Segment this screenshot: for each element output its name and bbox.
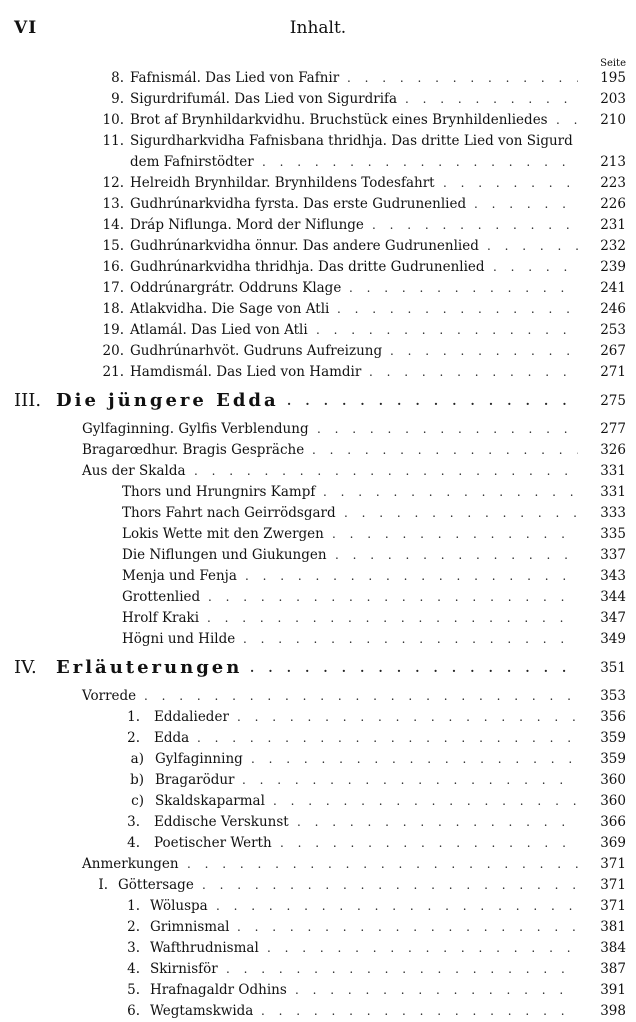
table-of-contents — [0, 68, 636, 1022]
page-ref: 195 — [600, 70, 626, 86]
dot-leader — [251, 749, 578, 770]
dot-leader — [194, 461, 578, 482]
entry-title: Grimnismal — [150, 919, 230, 935]
dot-leader — [349, 278, 578, 299]
dot-leader — [202, 875, 578, 896]
toc-entry[interactable] — [0, 875, 636, 896]
page-ref: 347 — [600, 610, 626, 626]
entry-title: Hamdismál. Das Lied von Hamdir — [130, 364, 362, 380]
page-ref: 337 — [600, 547, 626, 563]
entry-title: Bragarœdhur. Bragis Gespräche — [82, 442, 305, 458]
dot-leader — [197, 728, 578, 749]
page-ref: 371 — [600, 856, 626, 872]
entry-title: Edda — [154, 730, 190, 746]
entry-number: 2. — [127, 919, 140, 935]
page-ref: 271 — [600, 364, 626, 380]
entry-number: 18. — [102, 301, 124, 317]
entry-title: Wegtamskwida — [150, 1003, 254, 1019]
toc-entry[interactable] — [0, 728, 636, 749]
entry-title: Sigurdharkvidha Fafnisbana thridhja. Das dritte Lied von Sigurd — [130, 133, 573, 149]
dot-leader — [267, 938, 578, 959]
toc-entry[interactable] — [0, 1001, 636, 1022]
page-ref: 398 — [600, 1003, 626, 1019]
entry-number: 19. — [102, 322, 124, 338]
dot-leader — [280, 833, 578, 854]
entry-title: Die Niflungen und Giukungen — [122, 547, 327, 563]
toc-entry[interactable] — [0, 686, 636, 707]
dot-leader — [390, 341, 578, 362]
entry-number: 4. — [127, 961, 140, 977]
toc-entry[interactable] — [0, 770, 636, 791]
page-ref: 360 — [600, 772, 626, 788]
entry-title: Gudhrúnarkvidha thridhja. Das dritte Gudrunenlied — [130, 259, 485, 275]
toc-entry[interactable] — [0, 812, 636, 833]
section-heading[interactable] — [0, 650, 636, 686]
dot-leader — [262, 152, 578, 173]
entry-number: 1. — [127, 709, 140, 725]
page-ref: 267 — [600, 343, 626, 359]
dot-leader — [335, 545, 578, 566]
entry-number: 20. — [102, 343, 124, 359]
toc-entry[interactable] — [0, 587, 636, 608]
dot-leader — [242, 770, 578, 791]
page-ref: 371 — [600, 898, 626, 914]
entry-title: Helreidh Brynhildar. Brynhildens Todesfahrt — [130, 175, 435, 191]
entry-title: Hrolf Kraki — [122, 610, 200, 626]
toc-entry[interactable] — [0, 278, 636, 299]
toc-entry[interactable] — [0, 257, 636, 278]
dot-leader — [287, 383, 578, 419]
entry-number: I. — [98, 877, 108, 893]
entry-number: 3. — [127, 940, 140, 956]
page-ref: 253 — [600, 322, 626, 338]
page-ref: 231 — [600, 217, 626, 233]
entry-title: Vorrede — [82, 688, 137, 704]
toc-entry[interactable] — [0, 938, 636, 959]
entry-number: 15. — [102, 238, 124, 254]
page-ref: 223 — [600, 175, 626, 191]
toc-entry[interactable] — [0, 299, 636, 320]
dot-leader — [369, 362, 578, 383]
entry-title: Anmerkungen — [82, 856, 179, 872]
toc-entry[interactable] — [0, 194, 636, 215]
entry-title: Skaldskaparmal — [155, 793, 265, 809]
dot-leader — [243, 629, 578, 650]
entry-number: 21. — [102, 364, 124, 380]
toc-entry[interactable] — [0, 980, 636, 1001]
entry-number: 10. — [102, 112, 124, 128]
entry-number: 11. — [102, 133, 124, 149]
page-ref: 331 — [600, 484, 626, 500]
toc-entry[interactable] — [0, 440, 636, 461]
page-ref: 351 — [600, 660, 626, 676]
page-ref: 232 — [600, 238, 626, 254]
section-title: Erläuterungen — [56, 657, 243, 678]
dot-leader — [332, 524, 578, 545]
entry-number: 16. — [102, 259, 124, 275]
page-ref: 369 — [600, 835, 626, 851]
page-ref: 360 — [600, 793, 626, 809]
page-ref: 353 — [600, 688, 626, 704]
toc-entry[interactable] — [0, 110, 636, 131]
dot-leader — [474, 194, 578, 215]
toc-entry[interactable] — [0, 503, 636, 524]
entry-number: a) — [130, 751, 144, 767]
entry-title: Sigurdrifumál. Das Lied von Sigurdrifa — [130, 91, 398, 107]
entry-title: Atlamál. Das Lied von Atli — [130, 322, 308, 338]
toc-entry[interactable] — [0, 566, 636, 587]
entry-title: Lokis Wette mit den Zwergen — [122, 526, 324, 542]
page-ref: 241 — [600, 280, 626, 296]
toc-entry[interactable] — [0, 320, 636, 341]
entry-title: Thors und Hrungnirs Kampf — [122, 484, 316, 500]
dot-leader — [237, 917, 578, 938]
entry-number: 9. — [111, 91, 124, 107]
dot-leader — [261, 1001, 578, 1022]
dot-leader — [556, 110, 578, 131]
entry-number: 13. — [102, 196, 124, 212]
dot-leader — [337, 299, 578, 320]
entry-number: 17. — [102, 280, 124, 296]
page-ref: 275 — [600, 393, 626, 409]
dot-leader — [245, 566, 578, 587]
dot-leader — [226, 959, 578, 980]
page-ref: 371 — [600, 877, 626, 893]
toc-entry[interactable] — [0, 833, 636, 854]
toc-entry[interactable] — [0, 545, 636, 566]
entry-title: Högni und Hilde — [122, 631, 236, 647]
page-number: VI — [14, 18, 38, 38]
toc-entry[interactable] — [0, 173, 636, 194]
entry-title: Göttersage — [118, 877, 194, 893]
entry-title-continued: dem Fafnirstödter — [130, 154, 254, 170]
entry-title: Dráp Niflunga. Mord der Niflunge — [130, 217, 364, 233]
page-ref: 226 — [600, 196, 626, 212]
page-ref: 349 — [600, 631, 626, 647]
toc-entry[interactable] — [0, 419, 636, 440]
page-ref: 210 — [600, 112, 626, 128]
entry-title: Eddalieder — [154, 709, 229, 725]
dot-leader — [144, 686, 578, 707]
dot-leader — [216, 896, 578, 917]
entry-title: Gudhrúnarhvöt. Gudruns Aufreizung — [130, 343, 383, 359]
dot-leader — [405, 89, 578, 110]
toc-entry[interactable] — [0, 341, 636, 362]
dot-leader — [443, 173, 578, 194]
page-ref: 359 — [600, 751, 626, 767]
page-ref: 239 — [600, 259, 626, 275]
dot-leader — [317, 419, 578, 440]
section-heading[interactable] — [0, 383, 636, 419]
entry-title: Hrafnagaldr Odhins — [150, 982, 287, 998]
entry-number: b) — [130, 772, 144, 788]
entry-title: Gylfaginning — [155, 751, 243, 767]
dot-leader — [323, 482, 578, 503]
toc-entry[interactable] — [0, 749, 636, 770]
page-ref: 277 — [600, 421, 626, 437]
toc-entry[interactable] — [0, 215, 636, 236]
page-ref: 381 — [600, 919, 626, 935]
dot-leader — [487, 236, 578, 257]
toc-entry[interactable] — [0, 131, 636, 152]
dot-leader — [208, 587, 578, 608]
dot-leader — [207, 608, 578, 629]
toc-entry[interactable] — [0, 959, 636, 980]
toc-entry[interactable] — [0, 461, 636, 482]
entry-number: 14. — [102, 217, 124, 233]
page-ref: 333 — [600, 505, 626, 521]
page-ref: 391 — [600, 982, 626, 998]
entry-number: 4. — [127, 835, 140, 851]
entry-title: Menja und Fenja — [122, 568, 237, 584]
entry-number: 1. — [127, 898, 140, 914]
entry-title: Oddrúnargrátr. Oddruns Klage — [130, 280, 342, 296]
entry-title: Fafnismál. Das Lied von Fafnir — [130, 70, 340, 86]
dot-leader — [295, 980, 578, 1001]
entry-number: 6. — [127, 1003, 140, 1019]
entry-title: Brot af Brynhildarkvidhu. Bruchstück eines Brynhildenliedes — [130, 112, 548, 128]
section-title: Die jüngere Edda — [56, 390, 279, 411]
dot-leader — [187, 854, 578, 875]
dot-leader — [344, 503, 578, 524]
toc-entry[interactable] — [0, 524, 636, 545]
page-ref: 359 — [600, 730, 626, 746]
page-ref: 356 — [600, 709, 626, 725]
page-ref: 246 — [600, 301, 626, 317]
dot-leader — [297, 812, 578, 833]
entry-number: 3. — [127, 814, 140, 830]
toc-entry[interactable] — [0, 608, 636, 629]
entry-title: Skirnisför — [150, 961, 218, 977]
entry-title: Gudhrúnarkvidha fyrsta. Das erste Gudrunenlied — [130, 196, 467, 212]
page-ref: 343 — [600, 568, 626, 584]
seite-label: Seite — [600, 58, 626, 69]
entry-title: Wafthrudnismal — [150, 940, 259, 956]
toc-entry[interactable] — [0, 362, 636, 383]
entry-title: Eddische Verskunst — [154, 814, 289, 830]
entry-title: Gudhrúnarkvidha önnur. Das andere Gudrunenlied — [130, 238, 479, 254]
dot-leader — [250, 650, 578, 686]
dot-leader — [316, 320, 578, 341]
entry-title: Bragarödur — [155, 772, 235, 788]
entry-title: Wöluspa — [150, 898, 208, 914]
page-ref: 203 — [600, 91, 626, 107]
dot-leader — [237, 707, 578, 728]
page-ref: 326 — [600, 442, 626, 458]
page-ref: 213 — [600, 154, 626, 170]
dot-leader — [493, 257, 578, 278]
page-ref: 331 — [600, 463, 626, 479]
dot-leader — [273, 791, 578, 812]
entry-title: Thors Fahrt nach Geirrödsgard — [122, 505, 336, 521]
running-head: Inhalt. — [289, 18, 347, 38]
toc-entry[interactable] — [0, 236, 636, 257]
dot-leader — [312, 440, 578, 461]
toc-entry-continued — [0, 152, 636, 173]
toc-entry[interactable] — [0, 854, 636, 875]
entry-title: Grottenlied — [122, 589, 201, 605]
entry-number: 8. — [111, 70, 124, 86]
page-ref: 387 — [600, 961, 626, 977]
entry-number: 2. — [127, 730, 140, 746]
dot-leader — [372, 215, 578, 236]
section-roman-numeral: III. — [14, 390, 42, 411]
toc-entry[interactable] — [0, 482, 636, 503]
toc-entry[interactable] — [0, 707, 636, 728]
toc-entry[interactable] — [0, 896, 636, 917]
entry-title: Aus der Skalda — [82, 463, 186, 479]
toc-entry[interactable] — [0, 917, 636, 938]
toc-entry[interactable] — [0, 629, 636, 650]
entry-number: 5. — [127, 982, 140, 998]
toc-entry[interactable] — [0, 791, 636, 812]
section-roman-numeral: IV. — [14, 657, 37, 678]
toc-entry[interactable] — [0, 68, 636, 89]
entry-number: c) — [131, 793, 144, 809]
entry-title: Gylfaginning. Gylfis Verblendung — [82, 421, 309, 437]
entry-number: 12. — [102, 175, 124, 191]
entry-title: Poetischer Werth — [154, 835, 272, 851]
dot-leader — [347, 68, 578, 89]
page-ref: 344 — [600, 589, 626, 605]
entry-title: Atlakvidha. Die Sage von Atli — [130, 301, 330, 317]
page-ref: 366 — [600, 814, 626, 830]
toc-entry[interactable] — [0, 89, 636, 110]
page-ref: 384 — [600, 940, 626, 956]
page-ref: 335 — [600, 526, 626, 542]
page-header — [0, 18, 636, 42]
